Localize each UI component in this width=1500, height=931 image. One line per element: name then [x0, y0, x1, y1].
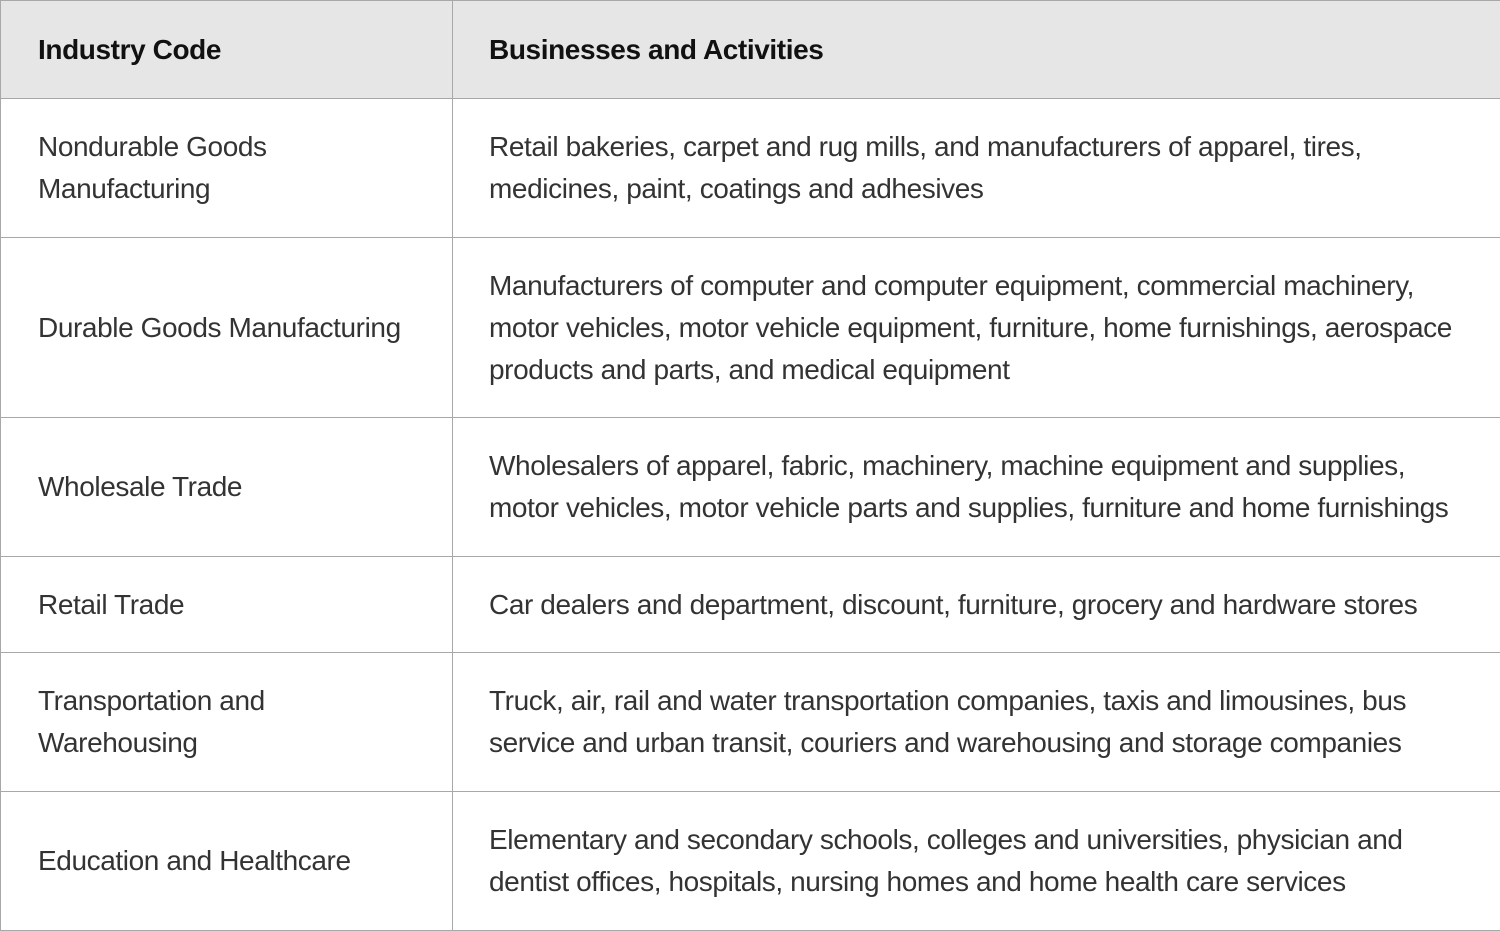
table-body: [1, 99, 1500, 931]
industry-cell: Nondurable Goods Manufacturing: [1, 99, 453, 238]
column-header-industry-code: Industry Code: [1, 1, 453, 99]
activities-cell: Truck, air, rail and water transportation companies, taxis and limousines, bus service and urban transit, couriers and warehousing and storage companies: [453, 653, 1500, 792]
industry-cell: Education and Healthcare: [1, 792, 453, 931]
table-row: [1, 653, 1500, 792]
activities-cell: Wholesalers of apparel, fabric, machinery, machine equipment and supplies, motor vehicles, motor vehicle parts and supplies, furniture and home furnishings: [453, 418, 1500, 557]
activities-cell: Car dealers and department, discount, furniture, grocery and hardware stores: [453, 557, 1500, 653]
activities-cell: Manufacturers of computer and computer equipment, commercial machinery, motor vehicles, motor vehicle equipment, furniture, home furnishings, aerospace products and parts, and medical equipment: [453, 238, 1500, 418]
table-row: [1, 99, 1500, 238]
activities-cell: Elementary and secondary schools, colleges and universities, physician and dentist offices, hospitals, nursing homes and home health care services: [453, 792, 1500, 931]
column-header-businesses: Businesses and Activities: [453, 1, 1500, 99]
activities-cell: Retail bakeries, carpet and rug mills, and manufacturers of apparel, tires, medicines, paint, coatings and adhesives: [453, 99, 1500, 238]
industry-cell: Retail Trade: [1, 557, 453, 653]
industry-cell: Durable Goods Manufacturing: [1, 238, 453, 418]
table-row: [1, 792, 1500, 931]
table-header: [1, 1, 1500, 99]
industry-cell: Wholesale Trade: [1, 418, 453, 557]
header-row: [1, 1, 1500, 99]
table-row: [1, 557, 1500, 653]
table-row: [1, 418, 1500, 557]
industry-cell: Transportation and Warehousing: [1, 653, 453, 792]
table-row: [1, 238, 1500, 418]
